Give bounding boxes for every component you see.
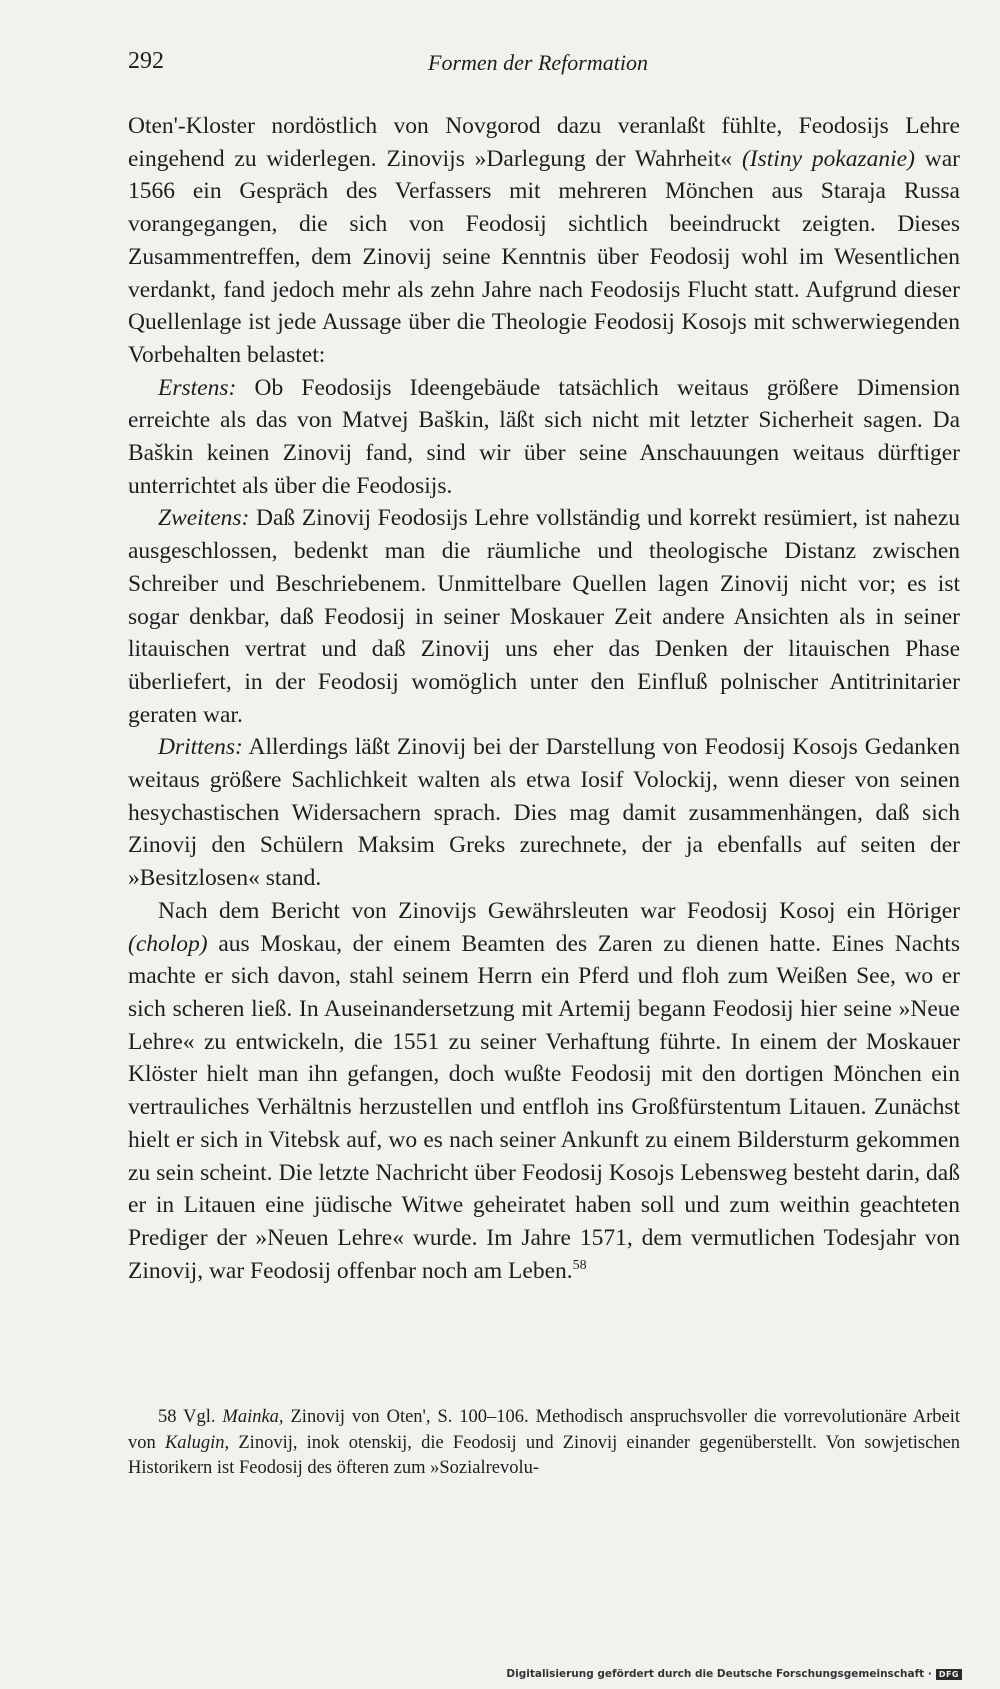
running-title: Formen der Reformation xyxy=(428,50,648,75)
text-run: Ob Feodosijs Ideengebäude tatsächlich weitaus größere Dimension erreichte als das von Matvej Baškin, läßt sich nicht mit letzter Sicherheit sagen. Da Baškin keinen Zinovij fand, sind wir über seine Anschauungen weitaus dürftiger unterrichtet als über die Feodosijs. xyxy=(128,374,960,499)
text-run: Zinovij, inok otenskij, die Feodosij und Zinovij einander gegenüberstellt. Von sowjetischen Historikern ist Feodosij des öfteren zum »Sozialrevolu- xyxy=(128,1432,960,1478)
footnotes xyxy=(128,1405,960,1482)
italic-term: (cholop) xyxy=(128,930,208,957)
digitization-credit xyxy=(506,1668,962,1680)
paragraph xyxy=(128,502,960,731)
paragraph xyxy=(128,110,960,372)
text-run: Daß Zinovij Feodosijs Lehre vollständig und korrekt resümiert, ist nahezu ausgeschlossen, bedenkt man die räumliche und theologische Distanz zwischen Schreiber und Beschriebenem. Unmittelbare Quellen lagen Zinovij nicht vor; es ist sogar denkbar, daß Feodosij in seiner Moskauer Zeit andere Ansichten als in seiner litauischen vertrat und daß Zinovij uns eher das Denken der litauischen Phase überliefert, in der Feodosij womöglich unter den Einfluß polnischer Antitrinitarier geraten war. xyxy=(128,505,960,728)
italic-lead: Erstens: xyxy=(158,374,237,401)
footnote xyxy=(128,1405,960,1482)
italic-author: Mainka, xyxy=(222,1407,284,1427)
text-run: Nach dem Bericht von Zinovijs Gewährsleuten war Feodosij Kosoj ein Höriger xyxy=(158,897,960,924)
footnote-number: 58 xyxy=(158,1407,177,1427)
text-run: Zinovij von Oten', S. 100–106. Methodisch anspruchsvoller die vorrevolutionäre Arbeit von xyxy=(128,1407,960,1453)
page-header xyxy=(128,48,960,88)
italic-lead: Zweitens: xyxy=(158,505,250,532)
italic-author: Kalugin, xyxy=(164,1432,230,1453)
text-run: Allerdings läßt Zinovij bei der Darstellung von Feodosij Kosojs Gedanken weitaus größere Sachlichkeit walten als etwa Iosif Volockij, wenn dieser von seinen hesychastischen Widersachern sprach. Dies mag damit zusammenhängen, daß sich Zinovij den Schülern Maksim Greks zurechnete, der ja ebenfalls auf seiten der »Besitzlosen« stand. xyxy=(128,734,960,892)
main-text xyxy=(128,110,960,1287)
text-run: war 1566 ein Gespräch des Verfassers mit mehreren Mönchen aus Staraja Russa vorangegangen, die sich von Feodosij sichtlich beeindruckt zeigten. Dieses Zusammentreffen, dem Zinovij seine Kenntnis über Feodosij wohl im Wesentlichen verdankt, fand jedoch mehr als zehn Jahre nach Feodosijs Flucht statt. Aufgrund dieser Quellenlage ist jede Aussage über die Theologie Feodosij Kosojs mit schwerwiegenden Vorbehalten belastet: xyxy=(128,145,961,368)
paragraph xyxy=(128,731,960,895)
paragraph xyxy=(128,372,960,503)
paragraph xyxy=(128,895,960,1287)
footnote-reference[interactable]: 58 xyxy=(572,1257,587,1273)
credit-text: Digitalisierung gefördert durch die Deutsche Forschungsgemeinschaft · xyxy=(506,1668,932,1680)
text-run: Oten'-Kloster nordöstlich von Novgorod dazu veranlaßt fühlte, Feodosijs Lehre eingehend zu widerlegen. Zinovijs »Darlegung der Wahrheit« xyxy=(128,113,960,172)
italic-term: (Istiny pokazanie) xyxy=(741,145,915,172)
text-run: aus Moskau, der einem Beamten des Zaren zu dienen hatte. Eines Nachts machte er sich davon, stahl seinem Herrn ein Pferd und floh zum Weißen See, wo er sich scheren ließ. In Auseinandersetzung mit Artemij begann Feodosij hier seine »Neue Lehre« zu entwickeln, die 1551 zu seiner Verhaftung führte. In einem der Moskauer Klöster hielt man ihn gefangen, doch wußte Feodosij mit den dortigen Mönchen ein vertrauliches Verhältnis herzustellen und entfloh ins Großfürstentum Litauen. Zunächst hielt er sich in Vitebsk auf, wo es nach seiner Ankunft zu einem Bildersturm gekommen zu sein scheint. Die letzte Nachricht über Feodosij Kosojs Lebensweg besteht darin, daß er in Litauen eine jüdische Witwe geheiratet haben soll und zum weithin geachteten Prediger der »Neuen Lehre« wurde. Im Jahre 1571, dem vermutlichen Todesjahr von Zinovij, war Feodosij offenbar noch am Leben. xyxy=(128,930,960,1284)
dfg-logo: DFG xyxy=(936,1669,962,1680)
text-run: Vgl. xyxy=(176,1407,223,1427)
page-number: 292 xyxy=(128,48,164,74)
italic-lead: Drittens: xyxy=(158,734,243,761)
